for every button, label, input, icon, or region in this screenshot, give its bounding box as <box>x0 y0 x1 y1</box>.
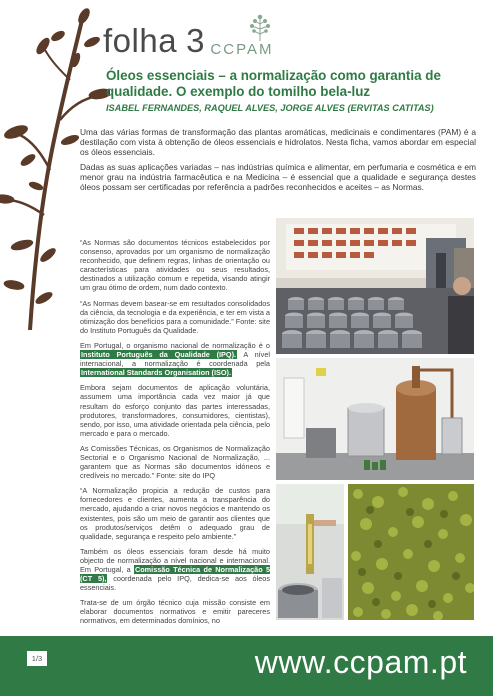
sprig-icon <box>240 14 280 42</box>
photo-oil-collection <box>276 484 344 620</box>
body-paragraph <box>80 547 270 592</box>
body-text: Também os óleos essenciais foram desde há muito objecto de normalização a nível nacional e internacional. Em Portugal, a <box>80 546 270 574</box>
page-footer <box>0 636 493 696</box>
article-authors: ISABEL FERNANDES, RAQUEL ALVES, JORGE ALVES (ERVITAS CATITAS) <box>106 103 434 113</box>
body-text: A nível internacional, a normalização é coordenada pela <box>80 350 271 369</box>
body-paragraph <box>80 341 270 377</box>
article-body-column <box>80 238 270 632</box>
body-paragraph: As Comissões Técnicas, os Organismos de Normalização Sectorial e o Organismo Nacional de Normalização, ... garantem que as Normas são documentos idóneos e credíveis no mercado.” Fonte: site do IPQ <box>80 443 270 481</box>
page-header <box>103 14 273 58</box>
highlight-iso: International Standards Organisation (ISO). <box>81 368 232 378</box>
footer-website-link[interactable]: www.ccpam.pt <box>254 644 467 680</box>
intro-paragraph: Uma das várias formas de transformação das plantas aromáticas, medicinais e condimentares (PAM) é a destilação com vista à obtenção de óleos essenciais e hidrolatos. Nesta ficha, vamos abordar em especial os óleos essenciais. <box>80 127 476 158</box>
photo-distillation-equipment <box>276 358 474 480</box>
body-paragraph: Trata-se de um órgão técnico cuja missão consiste em elaborar documentos normativos e emitir pareceres normativos, em determinados domínios, no <box>80 598 270 626</box>
logo-text: CCPAM <box>210 41 274 58</box>
article-title: Óleos essenciais – a normalização como garantia de qualidade. O exemplo do tomilho bela-luz <box>106 68 441 99</box>
ccpam-logo <box>210 18 273 58</box>
photo-exhibition-room <box>276 218 474 354</box>
issue-number: 3 <box>186 22 205 59</box>
body-paragraph: Embora sejam documentos de aplicação voluntária, assumem uma importância cada vez maior já que resultam do esforço conjunto das partes interessadas, produtores, transformadores, consumidores, cientistas), sendo, por isso, uma atividade orientada pela ciência, pelo mercado e para o mercado. <box>80 383 270 438</box>
body-text: Em Portugal, o organismo nacional de normalização é o <box>80 340 270 350</box>
body-paragraph: “As Normas são documentos técnicos estabelecidos por consenso, aprovados por um organismo de normalização reconhecido, que definem regras, linhas de orientação ou características para atividades ou seus resultados, destinados a utilização comum e repetida, visando atingir um grau ótimo de ordem, num dado contexto. <box>80 238 270 293</box>
page-number: 1/3 <box>27 651 47 666</box>
body-paragraph: “A Normalização propicia a redução de custos para fornecedores e clientes, aumenta a transparência do mercado, ajudando a criar novos negócios e mantendo os existentes, pois são um meio de garantir aos clientes que os produtos/serviços detêm o adequado grau de qualidade, segurança e respeito pelo ambiente.” <box>80 486 270 541</box>
article-intro <box>80 127 476 196</box>
body-paragraph: “As Normas devem basear-se em resultados consolidados da ciência, da tecnologia e da experiência, e ter em vista a otimização dos benefícios para a comunidade.” Fonte: site do Instituto Português da Qualidade. <box>80 298 270 335</box>
highlight-ipq: Instituto Português da Qualidade (IPQ). <box>81 350 237 360</box>
body-text: coordenada pelo IPQ, dedica-se aos óleos essenciais. <box>80 574 270 593</box>
brand-title: folha <box>103 22 178 59</box>
highlight-ct5: Comissão Técnica de Normalização 5 (CT 5), <box>80 565 270 584</box>
photo-thyme-plants <box>348 484 474 620</box>
intro-paragraph: Dadas as suas aplicações variadas – nas indústrias química e alimentar, em perfumaria e cosmética e em menor grau na indústria farmacêutica e na Medicina – é essencial que a qualidade e segurança destes óleos possam ser certificadas por referência a padrões reconhecidos e aceites – as Normas. <box>80 161 476 193</box>
